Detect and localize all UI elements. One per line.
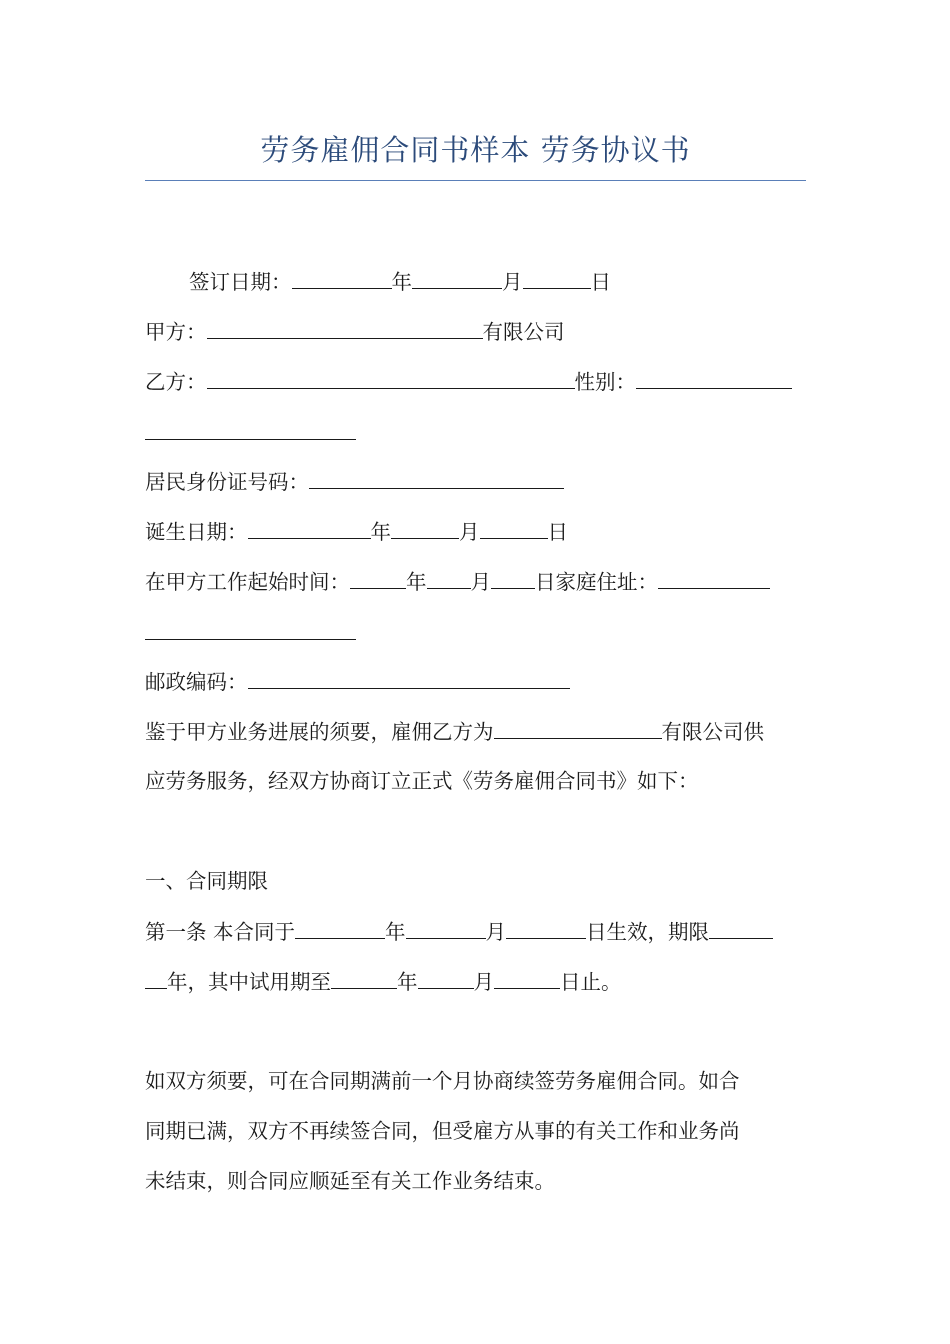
party-b-blank	[207, 366, 575, 389]
contract-month-label: 月	[485, 920, 507, 944]
party-a-label: 甲方：	[145, 320, 207, 344]
sign-year-label: 年	[391, 270, 412, 294]
gender-label: 性别：	[574, 370, 636, 394]
contract-month-blank	[406, 916, 486, 939]
probation-month-blank	[418, 966, 474, 989]
probation-day-blank	[494, 966, 560, 989]
probation-year-label: 年	[397, 970, 418, 994]
party-b-label: 乙方：	[145, 370, 207, 394]
renewal-text-2: 同期已满，双方不再续签合同，但受雇方从事的有关工作和业务尚	[145, 1119, 740, 1143]
gender-blank	[636, 366, 792, 389]
preamble-line-1	[145, 716, 764, 746]
term-blank	[709, 916, 773, 939]
party-a-suffix: 有限公司	[482, 320, 565, 344]
birth-day-label: 日	[547, 520, 568, 544]
start-month-label: 月	[470, 570, 491, 594]
contract-year-label: 年	[385, 920, 406, 944]
preamble-text-2: 应劳务服务，经双方协商订立正式《劳务雇佣合同书》如下：	[145, 769, 699, 793]
document-title: 劳务雇佣合同书样本 劳务协议书	[260, 133, 691, 167]
birth-date-line	[145, 516, 568, 546]
sign-date-label: 签订日期：	[189, 270, 292, 294]
birth-day-blank	[480, 516, 548, 539]
sign-date-line	[189, 266, 611, 296]
renewal-text-1: 如双方须要，可在合同期满前一个月协商续签劳务雇佣合同。如合	[145, 1069, 740, 1093]
birth-month-label: 月	[459, 520, 480, 544]
preamble-text-b: 有限公司供	[661, 720, 764, 744]
postal-code-line	[145, 666, 570, 696]
sign-day-label: 日	[590, 270, 611, 294]
renewal-line-2	[145, 1116, 740, 1146]
party-a-blank	[207, 316, 483, 339]
postal-code-blank	[248, 666, 570, 689]
article1-line-1	[145, 916, 773, 946]
sign-year-blank	[292, 266, 392, 289]
sign-month-blank	[412, 266, 502, 289]
start-day-label: 日	[535, 570, 556, 594]
sign-day-blank	[523, 266, 591, 289]
title-underline	[145, 180, 806, 181]
start-day-blank	[491, 566, 535, 589]
start-time-label: 在甲方工作起始时间：	[145, 570, 350, 594]
id-number-line	[145, 466, 564, 496]
renewal-line-3	[145, 1166, 555, 1196]
renewal-line-1	[145, 1066, 740, 1096]
party-b-continuation-blank	[145, 439, 356, 440]
article1-label: 第一条 本合同于	[145, 920, 296, 944]
postal-code-label: 邮政编码：	[145, 670, 248, 694]
birth-year-blank	[248, 516, 371, 539]
address-label: 家庭住址：	[555, 570, 658, 594]
start-year-blank	[350, 566, 406, 589]
party-a-line	[145, 316, 565, 346]
birth-date-label: 诞生日期：	[145, 520, 248, 544]
effective-text: 日生效，期限	[586, 920, 710, 944]
sign-month-label: 月	[502, 270, 523, 294]
address-continuation-blank	[145, 639, 356, 640]
probation-month-label: 月	[473, 970, 494, 994]
party-b-line	[145, 366, 792, 396]
probation-end-text: 日止。	[560, 970, 622, 994]
section1-heading: 一、合同期限	[145, 869, 268, 893]
contract-day-blank	[506, 916, 586, 939]
section-heading	[145, 866, 268, 896]
id-number-blank	[309, 466, 564, 489]
preamble-line-2	[145, 766, 699, 796]
company-blank	[494, 716, 662, 739]
start-month-blank	[427, 566, 471, 589]
birth-year-label: 年	[370, 520, 391, 544]
probation-text: 年，其中试用期至	[167, 970, 331, 994]
birth-month-blank	[391, 516, 459, 539]
start-year-label: 年	[406, 570, 427, 594]
contract-year-blank	[295, 916, 385, 939]
renewal-text-3: 未结束，则合同应顺延至有关工作业务结束。	[145, 1169, 555, 1193]
id-number-label: 居民身份证号码：	[145, 470, 309, 494]
address-blank	[658, 566, 770, 589]
preamble-text-a: 鉴于甲方业务进展的须要，雇佣乙方为	[145, 720, 494, 744]
start-time-line	[145, 566, 770, 596]
term-blank-cont	[145, 966, 167, 989]
article1-line-2	[145, 966, 622, 996]
probation-year-blank	[331, 966, 397, 989]
